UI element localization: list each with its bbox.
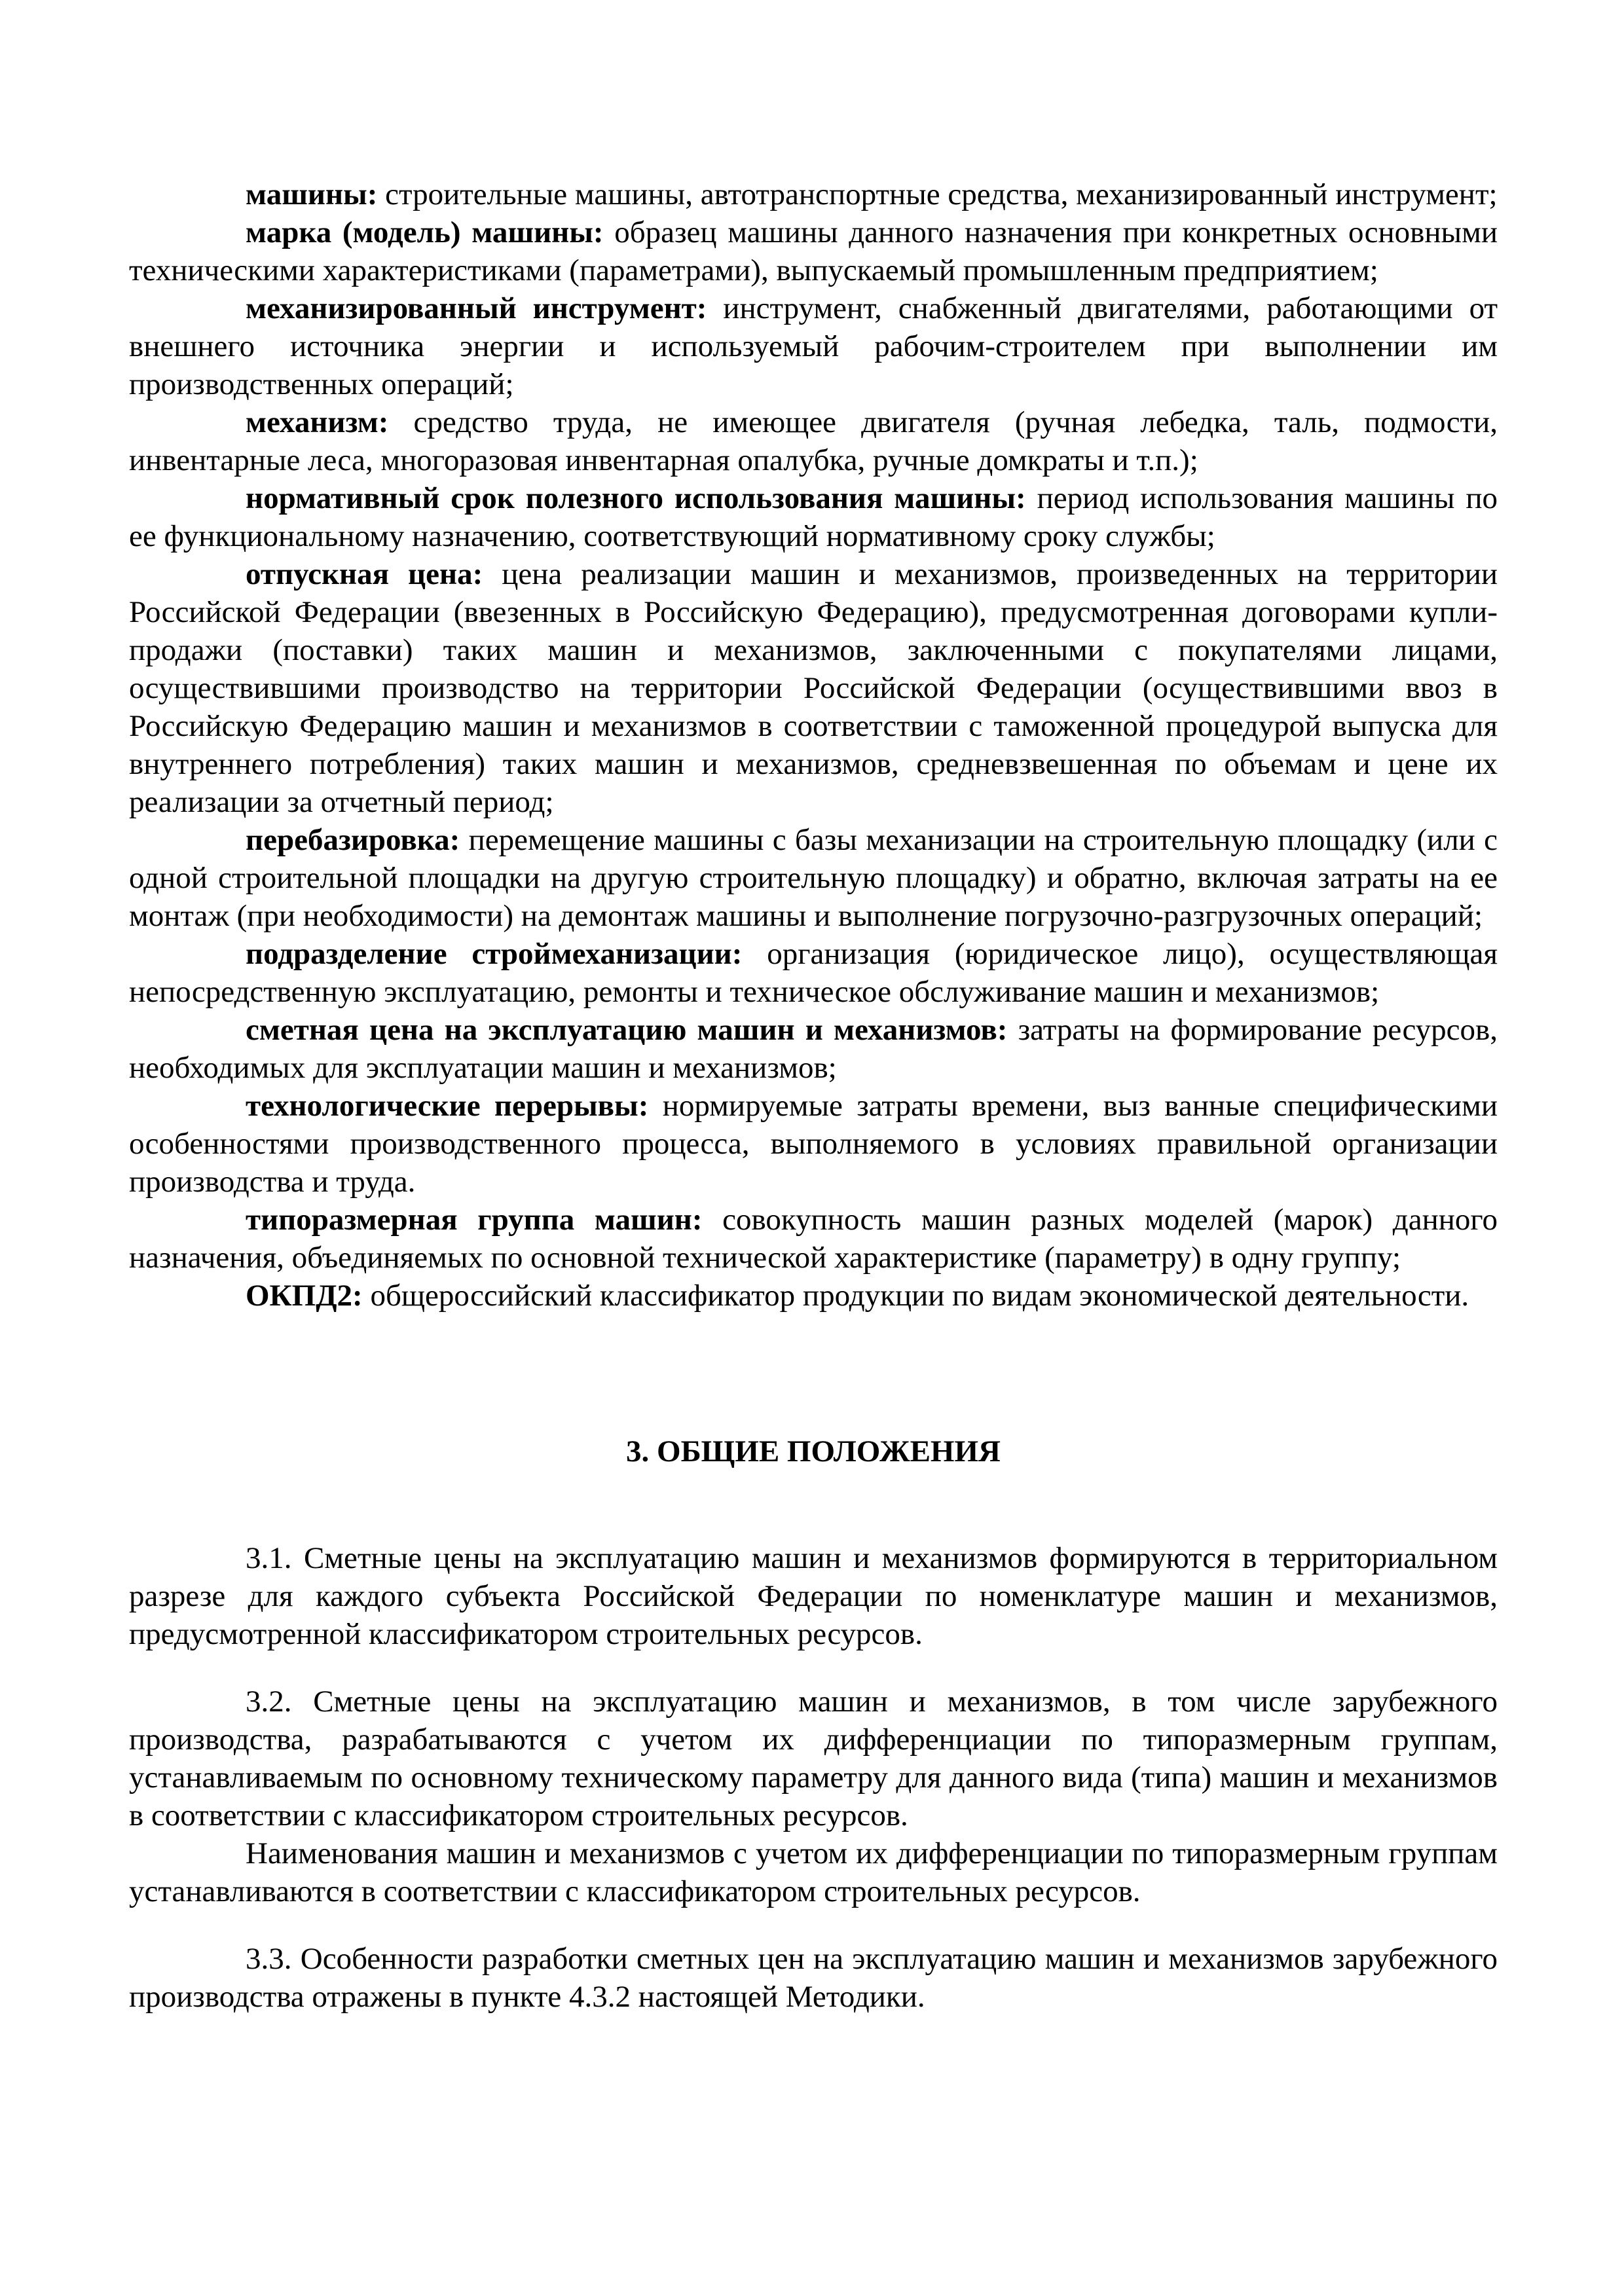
definition-normativny-srok xyxy=(129,479,1498,555)
section-title: 3. ОБЩИЕ ПОЛОЖЕНИЯ xyxy=(626,1434,1001,1468)
definition-marka-mashiny xyxy=(129,213,1498,289)
definition-term: машины: xyxy=(246,177,378,211)
definition-text: строительные машины, автотранспортные средства, механизированный инструмент; xyxy=(377,177,1498,211)
definition-text: средство труда, не имеющее двигателя (ручная лебедка, таль, подмости, инвентарные леса, многоразовая инвентарная опалубка, ручные домкраты и т.п.); xyxy=(129,405,1498,477)
definition-term: ОКПД2: xyxy=(246,1279,363,1313)
definition-text: нормируемые затраты времени, выз ванные специфическими особенностями производственного процесса, выполняемого в условиях правильной организации производства и труда. xyxy=(129,1089,1498,1199)
definition-term: механизированный инструмент: xyxy=(246,291,707,325)
definition-podrazdelenie xyxy=(129,935,1498,1011)
definition-term: перебазировка: xyxy=(246,823,460,857)
definition-term: механизм: xyxy=(246,405,389,439)
definition-otpusknaya-tsena xyxy=(129,555,1498,821)
paragraph-3-2: 3.2. Сметные цены на эксплуатацию машин и механизмов, в том числе зарубежного производства, разрабатываются с учетом их дифференциации по типоразмерным группам, устанавливаемым по основному техническому параметру для данного вида (типа) машин и механизмов в соответствии с классификатором строительных ресурсов. xyxy=(129,1685,1498,1832)
definition-okpd2 xyxy=(129,1277,1498,1315)
definition-mekhanizm xyxy=(129,403,1498,479)
definition-term: нормативный срок полезного использования машины: xyxy=(246,481,1026,515)
definition-term: типоразмерная группа машин: xyxy=(246,1203,703,1237)
definition-term: отпускная цена: xyxy=(246,557,483,591)
definition-text: период использования машины по ее функциональному назначению, соответствующий нормативному сроку службы; xyxy=(129,481,1498,553)
page-content xyxy=(129,175,1498,2016)
definition-mekhanizirovanny-instrument xyxy=(129,289,1498,403)
definition-term: марка (модель) машины: xyxy=(246,215,604,249)
paragraph-3-3: 3.3. Особенности разработки сметных цен на эксплуатацию машин и механизмов зарубежного производства отражены в пункте 4.3.2 настоящей Методики. xyxy=(129,1942,1498,2014)
definition-text: затраты на формирование ресурсов, необходимых для эксплуатации машин и механизмов; xyxy=(129,1013,1498,1085)
paragraph-3-1: 3.1. Сметные цены на эксплуатацию машин и механизмов формируются в территориальном разрезе для каждого субъекта Российской Федерации по номенклатуре машин и механизмов, предусмотренной классификатором строительных ресурсов. xyxy=(129,1541,1498,1651)
definition-text: совокупность машин разных моделей (марок) данного назначения, объединяемых по основной технической характеристике (параметру) в одну группу; xyxy=(129,1203,1498,1275)
definition-text: общероссийский классификатор продукции по видам экономической деятельности. xyxy=(362,1279,1469,1313)
definition-text: организация (юридическое лицо), осуществляющая непосредственную эксплуатацию, ремонты и техническое обслуживание машин и механизмов; xyxy=(129,937,1498,1009)
definition-term: технологические перерывы: xyxy=(246,1089,649,1123)
definition-text: цена реализации машин и механизмов, произведенных на территории Российской Федерации (ввезенных в Российскую Федерацию), предусмотренная договорами купли-продажи (поставки) таких машин и механизмов, заключенными с покупателями лицами, осуществившими производство на территории Российской Федерации (осуществившими ввоз в Российскую Федерацию машин и механизмов в соответствии с таможенной процедурой выпуска для внутреннего потребления) таких машин и механизмов, средневзвешенная по объемам и цене их реализации за отчетный период; xyxy=(129,557,1498,819)
definition-text: инструмент, снабженный двигателями, работающими от внешнего источника энергии и используемый рабочим-строителем при выполнении им производственных операций; xyxy=(129,291,1498,401)
definition-mashiny xyxy=(129,175,1498,213)
definition-tiporazmernaya-gruppa xyxy=(129,1201,1498,1277)
definition-text: образец машины данного назначения при конкретных основными техническими характеристиками (параметрами), выпускаемый промышленным предприятием; xyxy=(129,215,1498,287)
definition-text: перемещение машины с базы механизации на строительную площадку (или с одной строительной площадки на другую строительную площадку) и обратно, включая затраты на ее монтаж (при необходимости) на демонтаж машины и выполнение погрузочно-разгрузочных операций; xyxy=(129,823,1498,933)
paragraph-3-2-continued: Наименования машин и механизмов с учетом их дифференциации по типоразмерным группам устанавливаются в соответствии с классификатором строительных ресурсов. xyxy=(129,1836,1498,1908)
definition-term: подразделение строймеханизации: xyxy=(246,937,743,971)
definition-smetnaya-tsena xyxy=(129,1011,1498,1087)
definition-tekhnologicheskie-pereryvy xyxy=(129,1087,1498,1201)
definition-term: сметная цена на эксплуатацию машин и механизмов: xyxy=(246,1013,1008,1047)
definition-perebazirovka xyxy=(129,821,1498,935)
